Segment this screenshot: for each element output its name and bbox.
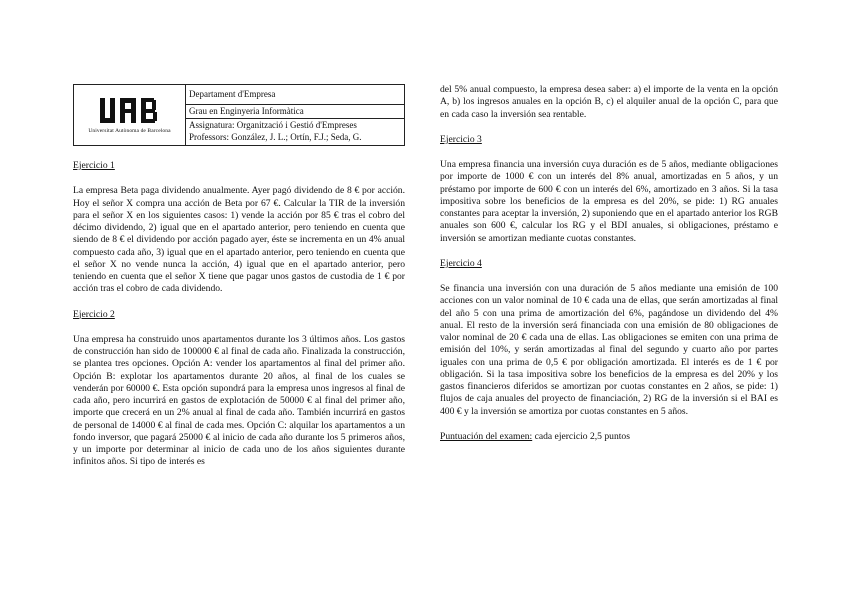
right-column xyxy=(440,84,778,443)
left-column xyxy=(73,160,405,469)
uab-logo-icon xyxy=(98,96,162,126)
exercise-2-title: Ejercicio 2 xyxy=(73,308,115,320)
exercise-4-title: Ejercicio 4 xyxy=(440,257,482,269)
exercise-2-continuation: del 5% anual compuesto, la empresa desea saber: a) el importe de la venta en la opción A, b) los ingresos anuales en la opción B, c) el alquiler anual de la opción C, para que en cada caso la inversión sea rentable. xyxy=(440,84,778,120)
grading-label: Puntuación del examen: xyxy=(440,430,533,442)
professors-list: Professors: González, J. L.; Ortín, F.J.; Seda, G. xyxy=(189,132,362,142)
course-info xyxy=(186,85,404,145)
degree-name: Grau en Enginyeria Informàtica xyxy=(189,106,304,116)
header-box xyxy=(73,84,405,146)
exercise-3-text: Una empresa financia una inversión cuya duración es de 5 años, mediante obligaciones por importe de 1000 € con un interés del 8% anual, amortizadas en 5 años, y un préstamo por importe de 600 € con un interés del 6%, amortizado en 3 años. Si la tasa impositiva sobre los beneficios de la empresa es del 20%, se pide: 1) RG anuales constantes para aceptar la inversión, 2) suponiendo que en el apartado anterior los RGB anuales son 600 €, calcular los RG y el BDI anuales, si obligaciones, préstamo e inversión se amortizan mediante cuotas constantes. xyxy=(440,159,778,244)
grading-note xyxy=(440,431,778,443)
exercise-3-title: Ejercicio 3 xyxy=(440,133,482,145)
exercise-2-text: Una empresa ha construido unos apartamentos durante los 3 últimos años. Los gastos de construcción han sido de 100000 € al final de cada año. Finalizada la construcción, se plantea tres opciones. Opción A: vender los apartamentos al final del primer año. Opción B: explotar los apartamentos durante 20 años, al final de los cuales se venderán por 60000 €. Esta opción supondrá para la empresa unos ingresos al final de cada año, pero incurrirá en gastos de explotación de 50000 € al final del primer año, importe que crecerá en un 2% anual al final de cada año. También incurrirá en gastos de personal de 14000 € al final de cada mes. Opción C: alquilar los apartamentos a un fondo inversor, que pagará 25000 € al inicio de cada año durante los 5 primeros años, y un importe por determinar al inicio de cada uno de los años siguientes durante infinitos años. Si tipo de interés es xyxy=(73,333,405,468)
exercise-1-text: La empresa Beta paga dividendo anualmente. Ayer pagó dividendo de 8 € por acción. Hoy el señor X compra una acción de Beta por 67 €. Calcular la TIR de la inversión para el señor X en los siguientes casos: 1) vende la acción por 85 € tras el cobro del décimo dividendo, 2) igual que en el apartado anterior, pero teniendo en cuenta que siendo de 8 € el dividendo por acción pagado ayer, éste se incrementa en un 4% anual compuesto cada año, 3) igual que en el apartado anterior, pero teniendo en cuenta que el señor X no vende nunca la acción, 4) igual que en el apartado anterior, pero teniendo en cuenta que el señor X tiene que pagar unos gastos de custodia de 1 € por acción tras el cobro de cada dividendo. xyxy=(73,185,405,295)
grading-text: cada ejercicio 2,5 puntos xyxy=(532,430,630,442)
department-name: Departament d'Empresa xyxy=(186,85,404,105)
subject-name: Assignatura: Organització i Gestió d'Empreses xyxy=(186,118,404,132)
logo-caption: Universitat Autònoma de Barcelona xyxy=(88,127,171,134)
exercise-4-text: Se financia una inversión con una duración de 5 años mediante una emisión de 100 acciones con un valor nominal de 10 € cada una de ellas, que serán amortizadas al final del año 5 con una prima de amortización del 6%, pagándose un dividendo del 4% anual. El resto de la inversión será financiada con una emisión de 80 obligaciones de valor nominal de 20 € cada una de ellas. Las obligaciones se emiten con una prima de emisión del 10%, y serán amortizadas al final del segundo y cuarto año por partes iguales con una prima de 0,5 € por obligación amortizada. El interés es de 1 € por obligación. Si la tasa impositiva sobre los beneficios de la empresa es del 20% y los gastos financieros diferidos se amortizan por cuotas constantes en 2 años, se pide: 1) flujos de caja anuales del proyecto de financiación, 2) RG de la inversión si el BAI es 400 € y la inversión se amortiza por cuotas constantes en 5 años. xyxy=(440,283,778,417)
uab-logo xyxy=(74,85,186,145)
exercise-1-title: Ejercicio 1 xyxy=(73,160,115,171)
